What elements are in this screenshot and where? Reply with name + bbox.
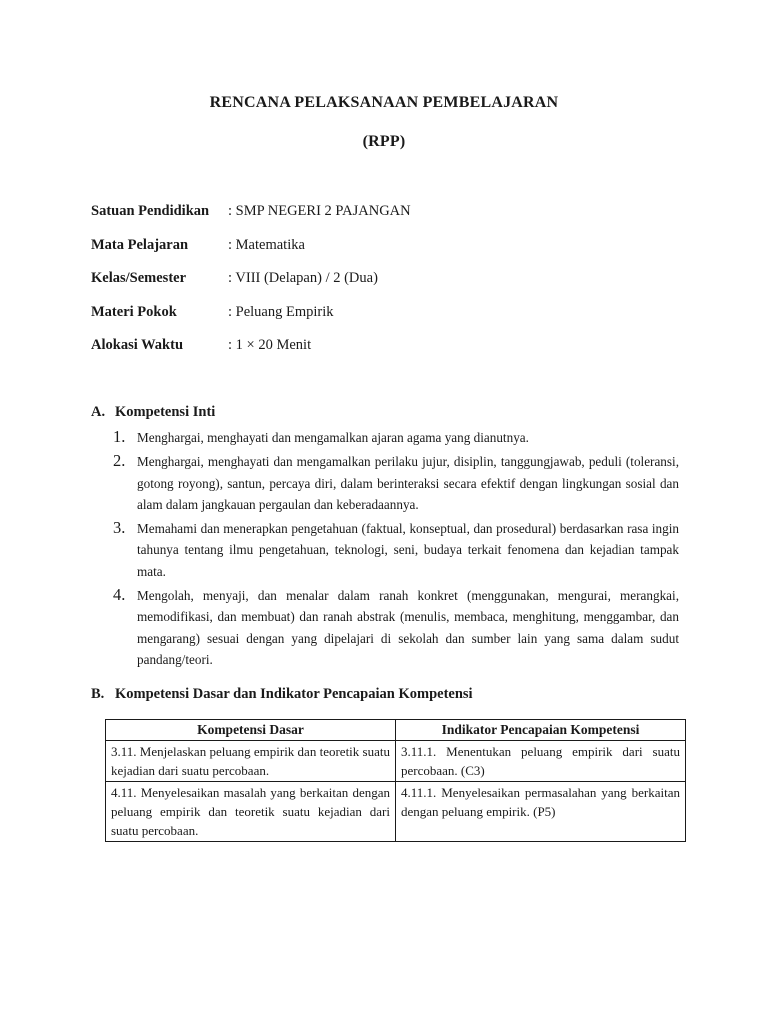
table-header-cell: Indikator Pencapaian Kompetensi	[396, 720, 686, 741]
section-letter: B.	[91, 686, 105, 702]
list-number: 3.	[113, 518, 126, 538]
list-text: Mengolah, menyaji, dan menalar dalam ranah konkret (menggunakan, mengurai, merangkai, memodifikasi, dan membuat) dan ranah abstrak (menulis, membaca, menghitung, menggambar, dan mengarang) sesuai dengan yang dipelajari di sekolah dan sumber lain yang sama dalam sudut pandang/teori.	[137, 588, 679, 667]
list-item	[113, 585, 679, 670]
section-title: Kompetensi Dasar dan Indikator Pencapaian Kompetensi	[115, 686, 473, 702]
identity-value: : SMP NEGERI 2 PAJANGAN	[228, 203, 411, 219]
table-row	[106, 741, 686, 782]
table-cell: 4.11. Menyelesaikan masalah yang berkaitan dengan peluang empirik dan teoretik suatu kejadian dari suatu percobaan.	[106, 782, 396, 842]
table-header-row	[106, 720, 686, 741]
section-title: Kompetensi Inti	[115, 404, 216, 420]
table-cell: 3.11. Menjelaskan peluang empirik dan teoretik suatu kejadian dari suatu percobaan.	[106, 741, 396, 782]
identity-value: : VIII (Delapan) / 2 (Dua)	[228, 270, 378, 286]
list-item	[113, 427, 679, 448]
identity-label: Kelas/Semester	[91, 270, 187, 286]
identity-row-satuan	[91, 203, 691, 237]
list-text: Memahami dan menerapkan pengetahuan (faktual, konseptual, dan prosedural) berdasarkan rasa ingin tahunya tentang ilmu pengetahuan, teknologi, seni, budaya terkait fenomena dan kejadian tampak mata.	[137, 521, 679, 579]
kompetensi-table	[105, 719, 686, 842]
identity-label: Materi Pokok	[91, 303, 177, 320]
table-row	[106, 782, 686, 842]
list-number: 1.	[113, 427, 126, 446]
section-a-heading	[91, 404, 215, 421]
identity-row-mapel	[91, 237, 691, 271]
identity-label: Mata Pelajaran	[91, 236, 189, 253]
identity-row-kelas	[91, 270, 691, 304]
section-b-heading	[91, 686, 473, 703]
document-subtitle: (RPP)	[362, 133, 406, 150]
list-item	[113, 451, 679, 515]
list-text: Menghargai, menghayati dan mengamalkan ajaran agama yang dianutnya.	[137, 430, 529, 445]
identity-value: : 1 × 20 Menit	[228, 337, 312, 353]
identity-label: Satuan Pendidikan	[91, 203, 210, 219]
list-text: Menghargai, menghayati dan mengamalkan perilaku jujur, disiplin, tanggungjawab, peduli (toleransi, gotong royong), santun, percaya diri, dalam berinteraksi secara efektif dengan lingkungan sosial dan alam dalam jangkauan pergaulan dan keberadaannya.	[137, 454, 679, 512]
table-cell: 3.11.1. Menentukan peluang empirik dari suatu percobaan. (C3)	[396, 741, 686, 782]
table-header-cell: Kompetensi Dasar	[106, 720, 396, 741]
kompetensi-inti-list	[113, 427, 679, 673]
identity-value: : Matematika	[228, 236, 305, 253]
identity-row-materi	[91, 304, 691, 338]
document-title: RENCANA PELAKSANAAN PEMBELAJARAN	[209, 94, 559, 111]
list-number: 2.	[113, 451, 126, 471]
list-item	[113, 518, 679, 582]
identity-row-alokasi	[91, 337, 691, 371]
section-letter: A.	[91, 404, 106, 420]
table-cell: 4.11.1. Menyelesaikan permasalahan yang berkaitan dengan peluang empirik. (P5)	[396, 782, 686, 842]
identity-block	[91, 203, 691, 371]
identity-value: : Peluang Empirik	[228, 303, 334, 320]
list-number: 4.	[113, 585, 126, 605]
identity-label: Alokasi Waktu	[91, 337, 184, 353]
